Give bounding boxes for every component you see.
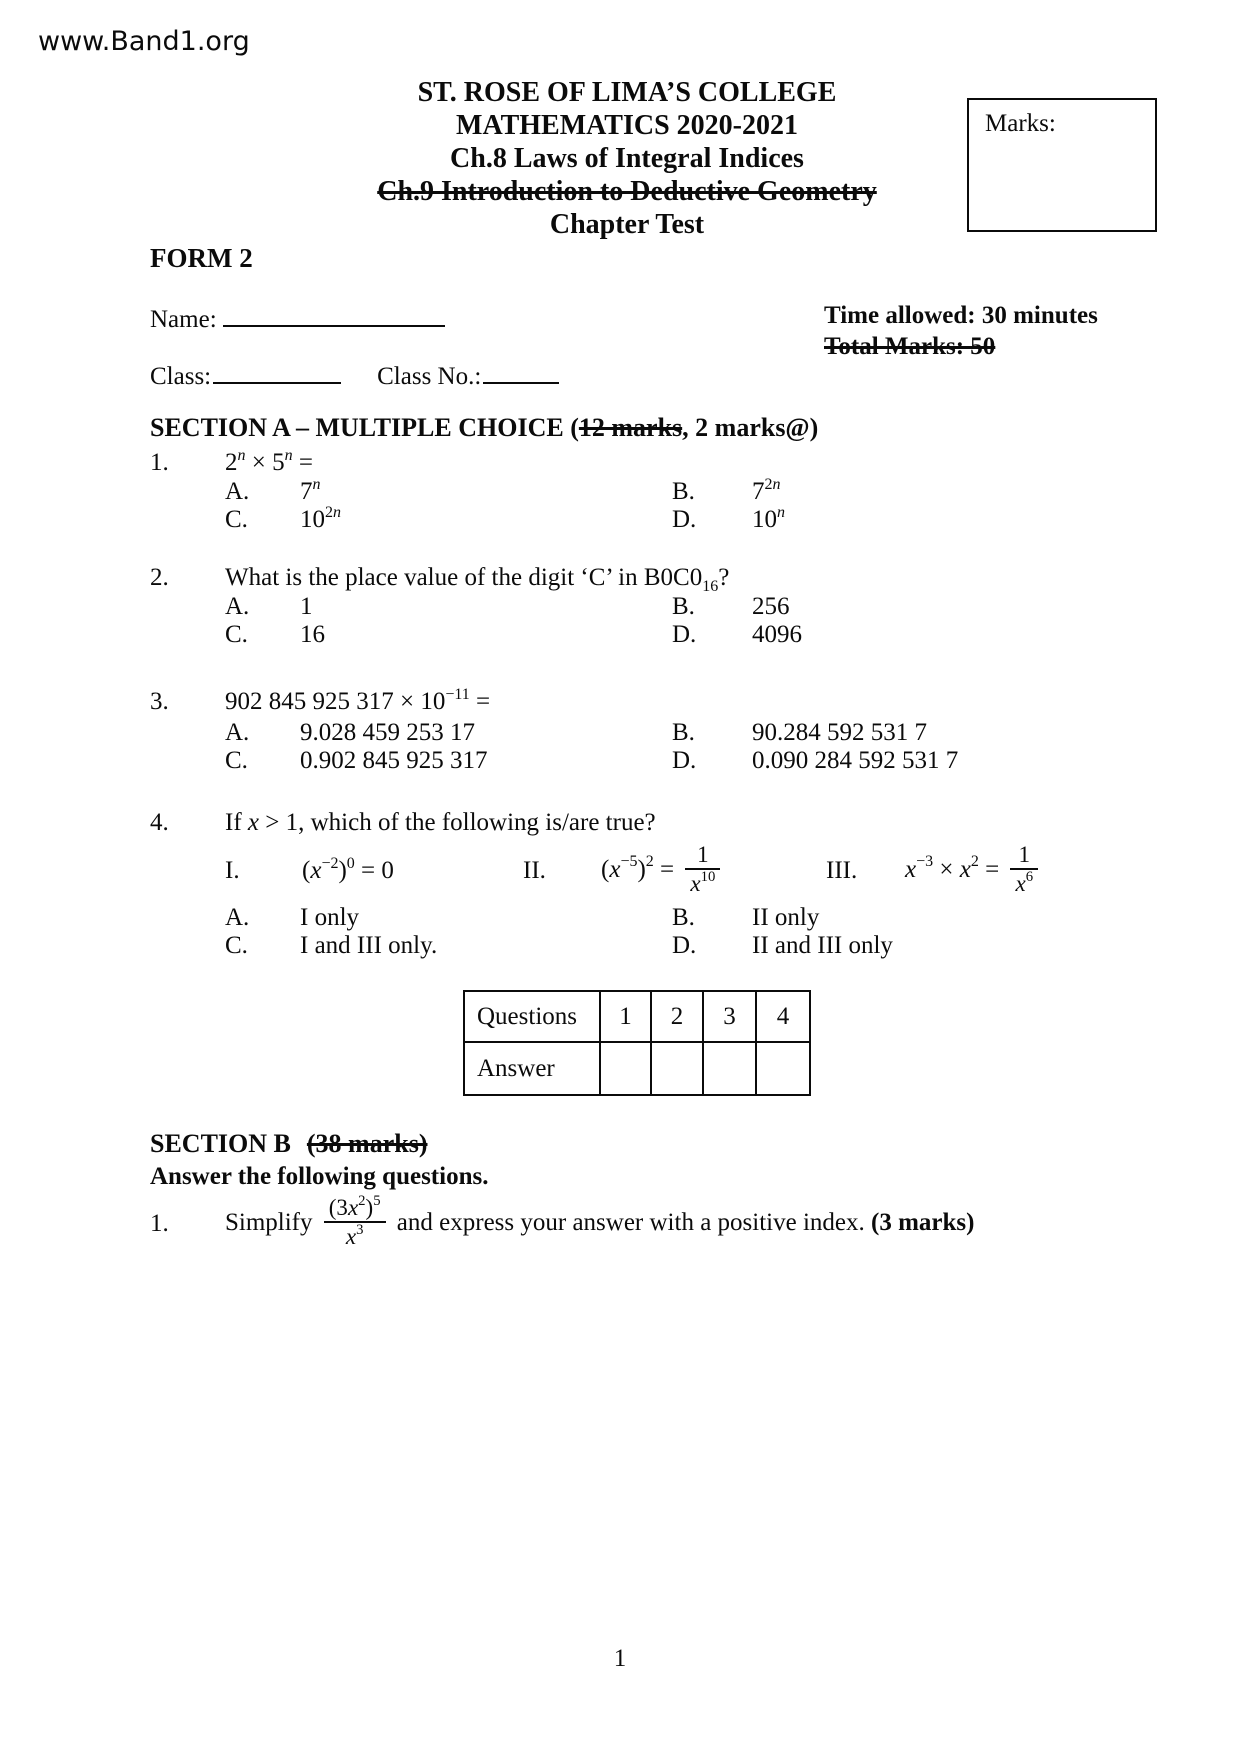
answer-cell-4[interactable] (756, 1042, 810, 1095)
question-1-stem: $2^n \times 5^n$ = (225, 446, 313, 476)
option-label-c: C. (225, 621, 248, 648)
statement-ii-formula: $(x^{-5})^2$ = $\frac{1}{x^{10}}$ (601, 844, 826, 899)
chapter-9-title-struck: Ch.9 Introduction to Deductive Geometry (377, 176, 877, 207)
question-3-options-ab (150, 719, 1110, 747)
question-1 (150, 448, 1110, 534)
section-a-heading-struck: 12 marks (578, 413, 683, 442)
subject-year: MATHEMATICS 2020-2021 (456, 110, 798, 141)
page-number: 1 (613, 1645, 627, 1672)
option-value-c: 0.902 845 925 317 (300, 747, 488, 774)
answer-table (463, 990, 811, 1096)
watermark: www.Band1.org (38, 26, 250, 57)
class-input-line[interactable] (213, 358, 341, 384)
question-4-stem: If x > 1, which of the following is/are true? (225, 809, 656, 836)
form-level: FORM 2 (150, 243, 253, 273)
answer-cell-2[interactable] (651, 1042, 703, 1095)
option-label-a: A. (225, 719, 250, 746)
total-marks-struck: Total Marks: 50 (824, 333, 996, 360)
option-value-a: I only (300, 904, 360, 931)
name-row (150, 301, 445, 335)
option-label-c: C. (225, 747, 248, 774)
option-value-d: 0.090 284 592 531 7 (752, 747, 959, 774)
marks-label: Marks: (985, 110, 1056, 137)
section-a-heading (150, 414, 818, 441)
answer-row-label: Answer (464, 1042, 600, 1095)
question-3-number: 3. (150, 688, 169, 715)
answer-table-col-3: 3 (703, 991, 756, 1042)
option-label-b: B. (672, 904, 695, 931)
section-b-question-1-row (150, 1192, 1110, 1256)
statement-label-ii: II. (523, 857, 546, 884)
option-label-a: A. (225, 593, 250, 620)
option-label-d: D. (672, 506, 697, 533)
option-value-c: $10^{2n}$ (300, 503, 341, 533)
question-4-stem-row (150, 808, 1110, 838)
statement-label-i: I. (225, 857, 240, 884)
class-row (150, 358, 559, 392)
question-3-stem-row (150, 685, 1110, 719)
question-4-options-ab (150, 904, 1110, 932)
option-label-b: B. (672, 478, 695, 505)
question-1-number: 1. (150, 449, 169, 476)
statement-iii-formula: $x^{-3} \times x^2$ = $\frac{1}{x^6}$ (905, 844, 1110, 899)
option-label-b: B. (672, 719, 695, 746)
section-b-question-1-body: Simplify $\frac{(3x^2)^5}{x^3}$ and express your answer with a positive index. (3 marks) (225, 1193, 975, 1249)
question-2-stem-row (150, 563, 1110, 593)
option-value-b: 90.284 592 531 7 (752, 719, 927, 746)
statement-i-formula: $(x^{-2})^0 = 0$ (302, 854, 394, 884)
statement-label-iii: III. (826, 857, 858, 884)
school-name: ST. ROSE OF LIMA’S COLLEGE (417, 77, 837, 108)
question-2-stem: What is the place value of the digit ‘C’ in $B0C0_{16}$? (225, 564, 730, 595)
question-3-options-cd (150, 747, 1110, 775)
time-allowed: Time allowed: 30 minutes (824, 302, 1098, 329)
answer-table-answer-row (464, 1042, 810, 1095)
option-label-b: B. (672, 593, 695, 620)
option-value-c: 16 (300, 621, 325, 648)
option-label-d: D. (672, 747, 697, 774)
class-label: Class: (150, 363, 212, 390)
section-b-question-1-number: 1. (150, 1210, 169, 1237)
question-4-number: 4. (150, 809, 169, 836)
section-b-question-1 (150, 1192, 1110, 1256)
answer-table-header-row (464, 991, 810, 1042)
option-value-c: I and III only. (300, 932, 438, 959)
option-value-b: II only (752, 904, 820, 931)
question-1-options-cd (150, 503, 1110, 534)
option-value-d: 10$^n$ (752, 503, 785, 533)
option-value-d: 4096 (752, 621, 802, 648)
question-4 (150, 808, 1110, 960)
answer-cell-1[interactable] (600, 1042, 651, 1095)
section-b-heading-struck: (38 marks) (306, 1129, 428, 1158)
section-b-heading (150, 1130, 427, 1157)
option-value-a: 9.028 459 253 17 (300, 719, 475, 746)
option-value-a: 7$^n$ (300, 475, 321, 505)
answer-table-col-2: 2 (651, 991, 703, 1042)
test-title: Chapter Test (549, 209, 705, 240)
option-value-b: $7^{2n}$ (752, 475, 781, 505)
answer-cell-3[interactable] (703, 1042, 756, 1095)
option-label-d: D. (672, 932, 697, 959)
question-2-options-cd (150, 621, 1110, 649)
chapter-8-title: Ch.8 Laws of Integral Indices (450, 143, 804, 174)
question-4-statements (150, 838, 1110, 904)
question-1-options-ab (150, 475, 1110, 506)
question-2-options-ab (150, 593, 1110, 621)
question-3-stem: 902 845 925 $317 \times 10^{-11}$ = (225, 685, 491, 715)
option-value-b: 256 (752, 593, 790, 620)
option-label-d: D. (672, 621, 697, 648)
class-no-label: Class No.: (377, 363, 482, 390)
name-label: Name: (150, 306, 217, 333)
option-value-a: 1 (300, 593, 313, 620)
question-3 (150, 685, 1110, 775)
section-a-heading-pre: SECTION A – MULTIPLE CHOICE ( (150, 413, 579, 442)
option-label-a: A. (225, 904, 250, 931)
option-label-c: C. (225, 932, 248, 959)
section-b-heading-main: SECTION B (150, 1129, 291, 1158)
question-4-options-cd (150, 932, 1110, 960)
answer-table-col-4: 4 (756, 991, 810, 1042)
section-b-subtitle: Answer the following questions. (150, 1163, 489, 1190)
option-label-a: A. (225, 478, 250, 505)
marks-box[interactable] (967, 98, 1157, 232)
name-input-line[interactable] (223, 301, 445, 327)
option-value-d: II and III only (752, 932, 893, 959)
class-no-input-line[interactable] (483, 358, 559, 384)
section-a-heading-post: , 2 marks@) (682, 413, 819, 442)
question-2 (150, 563, 1110, 649)
option-label-c: C. (225, 506, 248, 533)
answer-table-questions-header: Questions (464, 991, 600, 1042)
question-1-stem-row (150, 448, 1110, 478)
answer-table-col-1: 1 (600, 991, 651, 1042)
question-2-number: 2. (150, 564, 169, 591)
